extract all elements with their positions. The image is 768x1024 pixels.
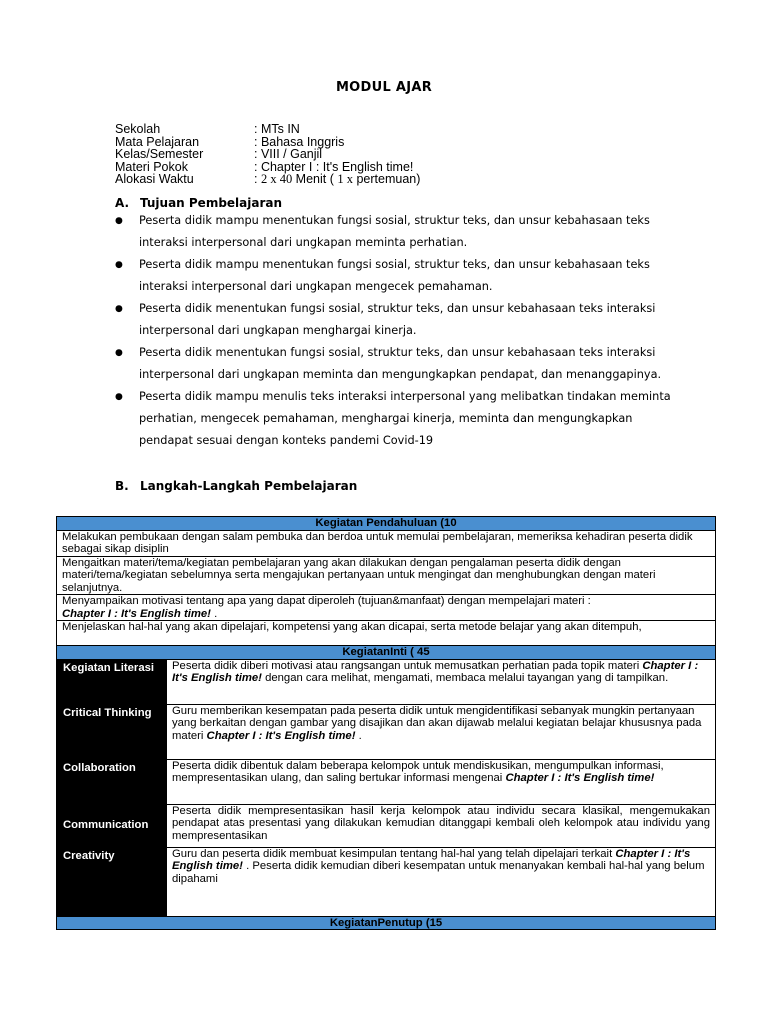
- table-row: [57, 659, 716, 704]
- bullet-icon: ●: [115, 260, 123, 270]
- cell-text: dengan cara melihat, mengamati, membaca melalui tayangan yang di tampilkan.: [261, 672, 669, 684]
- section-b-heading: [115, 479, 357, 493]
- inti-header: KegiatanInti ( 45: [57, 646, 716, 660]
- section-title: Tujuan Pembelajaran: [140, 196, 283, 210]
- section-letter: A.: [115, 196, 130, 210]
- table-cell: Menjelaskan hal-hal yang akan dipelajari, kompetensi yang akan dicapai, serta metode belajar yang akan ditempuh,: [57, 621, 716, 646]
- cell-text: Peserta didik dibentuk dalam beberapa kelompok untuk mendiskusikan, mengumpulkan informasi, mempresentasikan ulang, dan saling bertukar informasi mengenai: [172, 759, 664, 784]
- activities-table: [56, 516, 716, 930]
- chapter-emphasis: Chapter I : It's English time!: [206, 729, 356, 742]
- table-row: [57, 621, 716, 646]
- cell-text: Guru memberikan kesempatan pada peserta didik untuk mengidentifikasi sebanyak mungkin pertanyaan yang berkaitan dengan gambar yang disajikan dan akan dijawab melalui kegiatan belajar khususnya pada materi: [172, 704, 702, 742]
- info-label: Mata Pelajaran: [115, 134, 200, 149]
- section-letter: B.: [115, 479, 129, 493]
- info-value-part: :: [254, 172, 261, 187]
- objectives-list: [115, 210, 675, 452]
- info-label: Sekolah: [115, 122, 161, 136]
- table-row: [57, 804, 716, 847]
- table-row: [57, 517, 716, 531]
- bullet-icon: ●: [115, 216, 123, 226]
- info-label: Kelas/Semester: [115, 147, 204, 162]
- penutup-header: KegiatanPenutup (15: [57, 916, 716, 930]
- info-value-part: pertemuan): [352, 172, 421, 187]
- cell-text: Peserta didik diberi motivasi atau rangsangan untuk memusatkan perhatian pada topik materi: [172, 659, 643, 672]
- chapter-emphasis: Chapter I : It's English time!: [505, 772, 655, 784]
- activity-label: Kegiatan Literasi: [57, 659, 167, 704]
- info-value: : Bahasa Inggris: [254, 134, 345, 149]
- activity-label: Collaboration: [57, 759, 167, 804]
- list-item-text: Peserta didik menentukan fungsi sosial, struktur teks, dan unsur kebahasaan teks interaksi interpersonal dari ungkapan meminta dan mengungkapkan pendapat, dan menanggapinya.: [139, 346, 662, 381]
- table-row: [57, 704, 716, 759]
- table-cell: Melakukan pembukaan dengan salam pembuka dan berdoa untuk memulai pembelajaran, memeriksa kehadiran peserta didik sebagai sikap disiplin: [57, 530, 716, 556]
- activity-label: Critical Thinking: [57, 704, 167, 759]
- activity-label: Creativity: [57, 847, 167, 916]
- info-value: [254, 173, 420, 186]
- list-item: [115, 254, 675, 298]
- table-cell: Mengaitkan materi/tema/kegiatan pembelajaran yang akan dilakukan dengan pengalaman peserta didik dengan materi/tema/kegiatan sebelumnya serta mengajukan pertanyaan untuk mengingat dan menghubungkan dengan materi selanjutnya.: [57, 556, 716, 595]
- list-item: [115, 386, 675, 452]
- cell-text: .: [355, 729, 362, 742]
- info-value: : Chapter I : It's English time!: [254, 159, 414, 174]
- activity-description: [167, 759, 716, 804]
- bullet-icon: ●: [115, 348, 123, 358]
- list-item: [115, 342, 675, 386]
- chapter-emphasis: Chapter I : It's English time!: [172, 847, 691, 872]
- bullet-icon: ●: [115, 392, 123, 402]
- info-value-number: 2 x 40: [260, 172, 293, 187]
- activity-description: [167, 847, 716, 916]
- bullet-icon: ●: [115, 304, 123, 314]
- activity-description: Peserta didik mempresentasikan hasil kerja kelompok atau individu secara klasikal, mengemukakan pendapat atas presentasi yang dilakukan kemudian ditanggapi kembali oleh kelompok atau individu yang mempresentasikan: [167, 804, 716, 847]
- table-row: [57, 759, 716, 804]
- table-row: [57, 556, 716, 595]
- list-item-text: Peserta didik mampu menentukan fungsi sosial, struktur teks, dan unsur kebahasaan teks interaksi interpersonal dari ungkapan meminta perhatian.: [139, 214, 650, 249]
- info-value: : VIII / Ganjil: [254, 147, 323, 162]
- table-row: [57, 847, 716, 916]
- info-value-number: 1 x: [337, 172, 353, 187]
- list-item-text: Peserta didik mampu menentukan fungsi sosial, struktur teks, dan unsur kebahasaan teks interaksi interpersonal dari ungkapan mengecek pemahaman.: [139, 258, 650, 293]
- info-label: Materi Pokok: [115, 159, 188, 174]
- section-a-heading: [115, 196, 282, 210]
- info-value: : MTs IN: [254, 122, 300, 136]
- table-row: [57, 595, 716, 621]
- chapter-emphasis: Chapter I : It's English time!: [62, 607, 211, 620]
- info-value-part: Menit (: [292, 172, 338, 187]
- list-item-text: Peserta didik menentukan fungsi sosial, struktur teks, dan unsur kebahasaan teks interaksi interpersonal dari ungkapan menghargai kinerja.: [139, 302, 656, 337]
- cell-text: Guru dan peserta didik membuat kesimpulan tentang hal-hal yang telah dipelajari terkait: [172, 847, 616, 860]
- table-row: [57, 916, 716, 930]
- list-item-text: Peserta didik mampu menulis teks interaksi interpersonal yang melibatkan tindakan meminta perhatian, mengecek pemahaman, menghargai kinerja, meminta dan mengungkapkan pendapat sesuai dengan konteks pandemi Covid-19: [139, 390, 671, 447]
- list-item: [115, 298, 675, 342]
- document-title: MODUL AJAR: [335, 80, 433, 95]
- cell-text: . Peserta didik kemudian diberi kesempatan untuk menanyakan kembali hal-hal yang belum dipahami: [172, 860, 705, 885]
- pendahuluan-header: Kegiatan Pendahuluan (10: [57, 517, 716, 531]
- info-label: Alokasi Waktu: [115, 172, 194, 187]
- table-cell: [57, 595, 716, 621]
- section-title: Langkah-Langkah Pembelajaran: [140, 479, 358, 493]
- activity-description: [167, 659, 716, 704]
- activity-label: Communication: [57, 804, 167, 847]
- cell-text: Menyampaikan motivasi tentang apa yang dapat diperoleh (tujuan&manfaat) dengan mempelajari materi :: [62, 595, 591, 607]
- list-item: [115, 210, 675, 254]
- table-row: [57, 646, 716, 660]
- table-row: [57, 530, 716, 556]
- activity-description: [167, 704, 716, 759]
- chapter-emphasis: Chapter I : It's English time!: [172, 659, 699, 684]
- cell-text: .: [210, 607, 218, 620]
